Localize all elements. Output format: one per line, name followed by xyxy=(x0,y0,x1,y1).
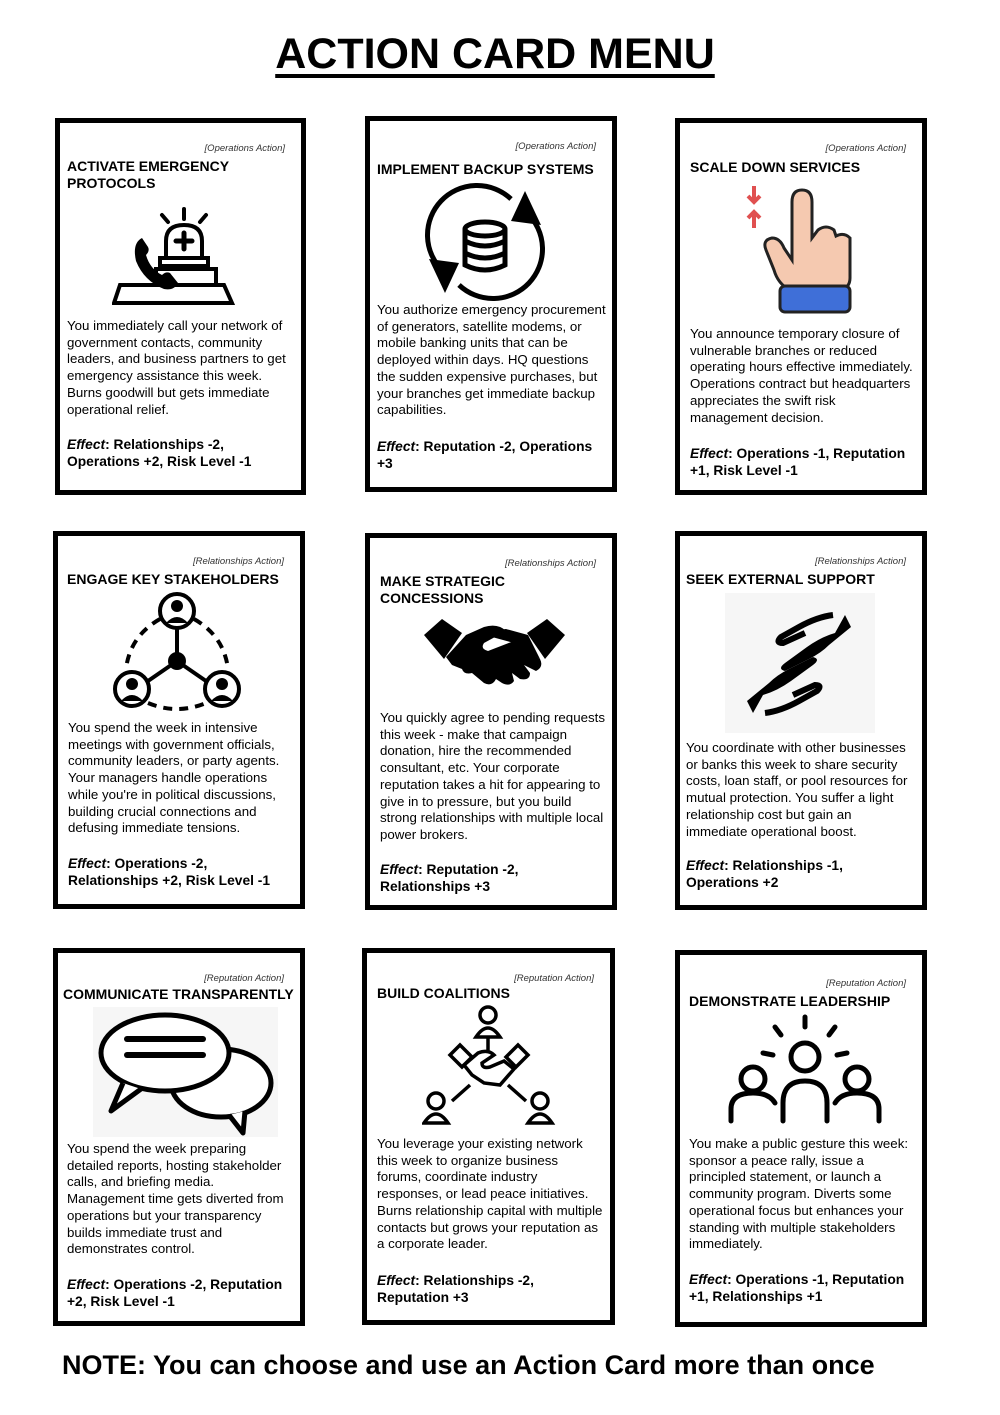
action-card-build-coalitions[interactable] xyxy=(362,948,615,1325)
card-category-tag: [Reputation Action] xyxy=(204,973,284,984)
leader-group-icon xyxy=(725,1013,885,1125)
action-card-make-strategic-concessions[interactable] xyxy=(365,533,617,910)
card-effect: Effect: Relationships -2, Reputation +3 xyxy=(377,1273,534,1305)
card-title: MAKE STRATEGIC CONCESSIONS xyxy=(380,573,505,606)
pinch-zoom-hand-icon xyxy=(740,180,860,318)
card-effect: Effect: Operations -1, Reputation +1, Relationships +1 xyxy=(689,1272,905,1304)
card-title: DEMONSTRATE LEADERSHIP xyxy=(689,993,891,1009)
card-description: You immediately call your network of government contacts, community leaders, and business partners to get emergency assistance this week. Burns goodwill but gets immediate operational relief. xyxy=(67,318,286,417)
card-category-tag: [Reputation Action] xyxy=(826,978,906,989)
card-effect: Effect: Operations -1, Reputation +1, Risk Level -1 xyxy=(690,446,906,478)
action-card-scale-down-services[interactable] xyxy=(675,118,927,495)
action-card-demonstrate-leadership[interactable] xyxy=(675,950,927,1327)
card-title: COMMUNICATE TRANSPARENTLY xyxy=(63,986,294,1002)
card-effect: Effect: Operations -2, Relationships +2, Risk Level -1 xyxy=(68,856,271,888)
card-description: You make a public gesture this week: sponsor a peace rally, issue a principled statement, or launch a community program. Diverts some operational focus but enhances your standing with multiple stakeholders immediately. xyxy=(689,1136,909,1252)
card-title: BUILD COALITIONS xyxy=(377,985,510,1001)
card-title: SCALE DOWN SERVICES xyxy=(690,159,861,175)
card-description: You authorize emergency procurement of generators, satellite modems, or mobile banking units that can be deployed within days. HQ questions the sudden expensive purchases, but your branches get immediate backup capabilities. xyxy=(377,302,606,418)
card-effect: Effect: Relationships -2, Operations +2, Risk Level -1 xyxy=(67,437,252,469)
action-card-implement-backup-systems[interactable] xyxy=(365,116,617,492)
action-card-seek-external-support[interactable] xyxy=(675,531,927,910)
reaching-hands-icon xyxy=(725,593,875,733)
card-description: You leverage your existing network this week to organize business forums, coordinate industry responses, or lead peace initiatives. Burns relationship capital with multiple contacts but grows your reputation as a corporate leader. xyxy=(377,1136,603,1252)
card-effect: Effect: Operations -2, Reputation +2, Risk Level -1 xyxy=(67,1277,283,1309)
action-card-activate-emergency-protocols[interactable] xyxy=(55,118,306,495)
page-title: ACTION CARD MENU xyxy=(275,30,715,78)
card-description: You announce temporary closure of vulnerable branches or reduced operating hours effective immediately. Operations contract but headquarters appreciates the swift risk management decision. xyxy=(690,326,913,425)
card-effect: Effect: Relationships -1, Operations +2 xyxy=(686,858,843,890)
card-title: SEEK EXTERNAL SUPPORT xyxy=(686,571,875,587)
card-category-tag: [Relationships Action] xyxy=(192,556,284,567)
action-card-communicate-transparently[interactable] xyxy=(53,948,305,1326)
card-category-tag: [Operations Action] xyxy=(515,141,596,152)
card-description: You quickly agree to pending requests this week - make that campaign donation, hire the recommended consultant, etc. Your corporate reputation takes a hit for appearing to give in to pressure, but you build strong relationships with multiple local power brokers. xyxy=(380,710,605,842)
card-title: ENGAGE KEY STAKEHOLDERS xyxy=(67,571,279,587)
card-title: IMPLEMENT BACKUP SYSTEMS xyxy=(377,161,594,177)
database-sync-icon xyxy=(415,181,555,303)
card-category-tag: [Reputation Action] xyxy=(514,973,594,984)
action-card-engage-key-stakeholders[interactable] xyxy=(53,531,305,909)
card-effect: Effect: Reputation -2, Relationships +3 xyxy=(380,862,519,894)
card-category-tag: [Relationships Action] xyxy=(504,558,596,569)
footer-note: NOTE: You can choose and use an Action Card more than once xyxy=(62,1350,875,1380)
card-effect: Effect: Reputation -2, Operations +3 xyxy=(377,439,593,471)
card-category-tag: [Relationships Action] xyxy=(814,556,906,567)
card-title: ACTIVATE EMERGENCY PROTOCOLS xyxy=(67,158,229,191)
emergency-call-icon xyxy=(112,203,242,308)
card-category-tag: [Operations Action] xyxy=(204,143,285,154)
card-category-tag: [Operations Action] xyxy=(825,143,906,154)
stakeholder-network-icon xyxy=(110,591,245,713)
card-description: You spend the week in intensive meetings with government officials, community leaders, or party agents. Your managers handle operations while you're in political discussions, building crucial connections and defusing immediate tensions. xyxy=(68,720,280,836)
card-description: You coordinate with other businesses or banks this week to share security costs, loan staff, or pool resources for mutual protection. You suffer a light relationship cost but gain an immediate operational boost. xyxy=(686,740,908,839)
card-description: You spend the week preparing detailed reports, hosting stakeholder calls, and briefing media. Management time gets diverted from operations but your transparency builds immediate trust and demonstrates control. xyxy=(67,1141,284,1257)
speech-bubbles-icon xyxy=(93,1007,278,1137)
handshake-icon xyxy=(422,613,567,691)
coalition-handshake-icon xyxy=(422,1005,557,1135)
